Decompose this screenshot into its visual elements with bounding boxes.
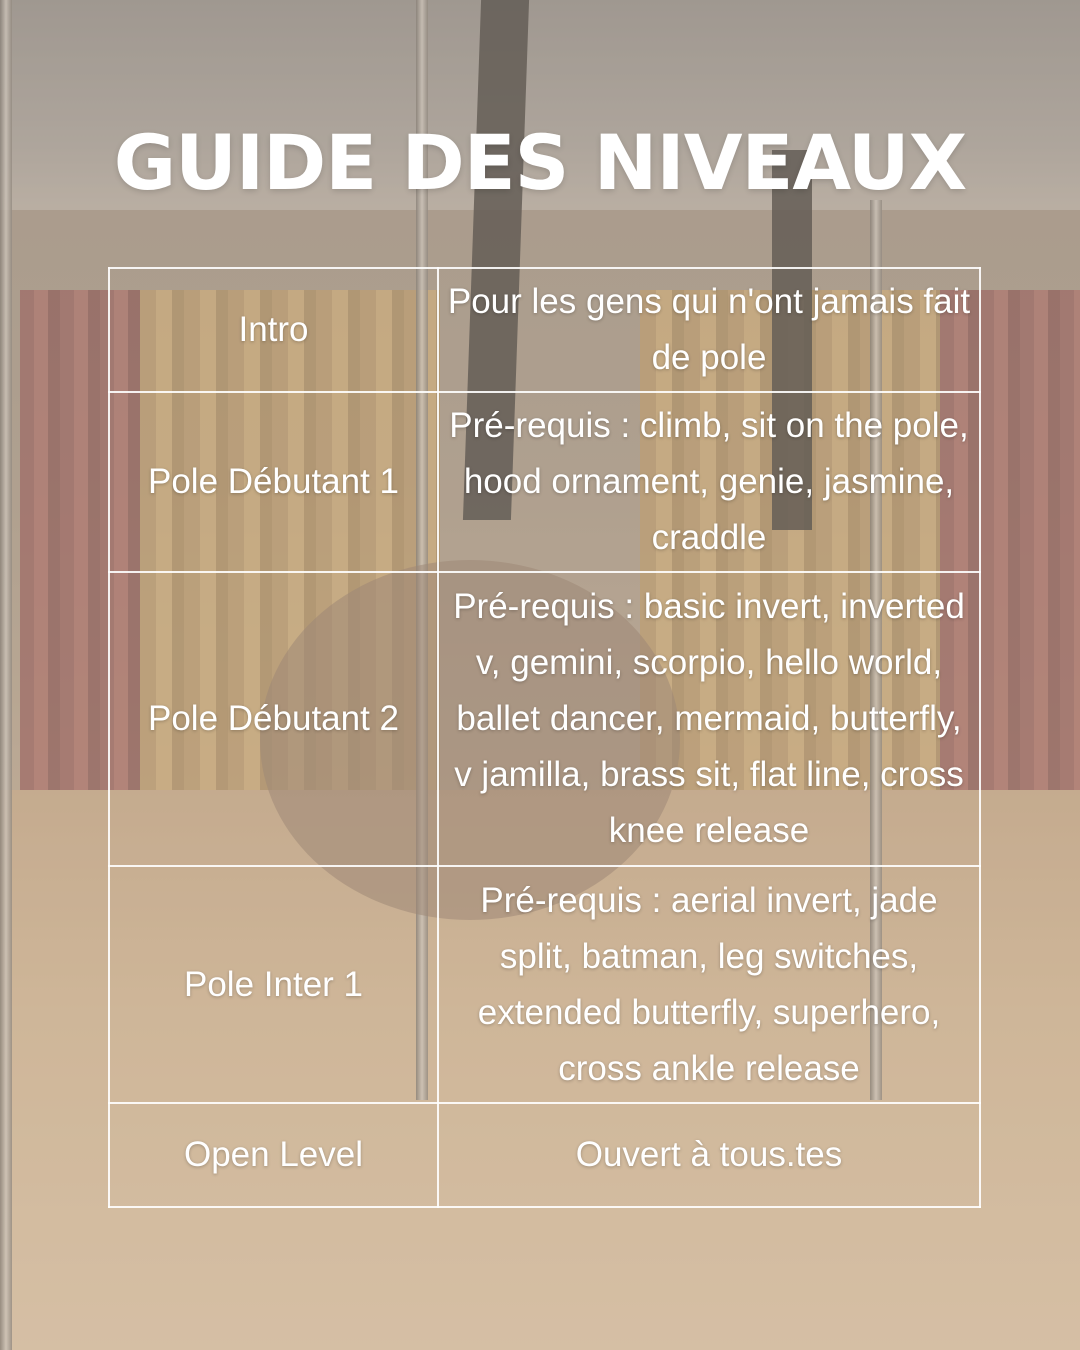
level-name: Pole Débutant 1 <box>109 392 438 572</box>
level-description: Pré-requis : climb, sit on the pole, hood ornament, genie, jasmine, craddle <box>438 392 980 572</box>
table-row <box>109 392 980 572</box>
level-name: Pole Inter 1 <box>109 866 438 1103</box>
page-title: GUIDE DES NIVEAUX <box>113 118 967 207</box>
level-description: Pour les gens qui n'ont jamais fait de pole <box>438 268 980 392</box>
level-description: Pré-requis : aerial invert, jade split, batman, leg switches, extended butterfly, superhero, cross ankle release <box>438 866 980 1103</box>
levels-table <box>108 267 981 1208</box>
level-description: Ouvert à tous.tes <box>438 1103 980 1207</box>
table-row <box>109 572 980 866</box>
table-row <box>109 268 980 392</box>
level-name: Open Level <box>109 1103 438 1207</box>
level-name: Intro <box>109 268 438 392</box>
table-row <box>109 866 980 1103</box>
level-description: Pré-requis : basic invert, inverted v, gemini, scorpio, hello world, ballet dancer, mermaid, butterfly, v jamilla, brass sit, flat line, cross knee release <box>438 572 980 866</box>
table-row <box>109 1103 980 1207</box>
level-name: Pole Débutant 2 <box>109 572 438 866</box>
